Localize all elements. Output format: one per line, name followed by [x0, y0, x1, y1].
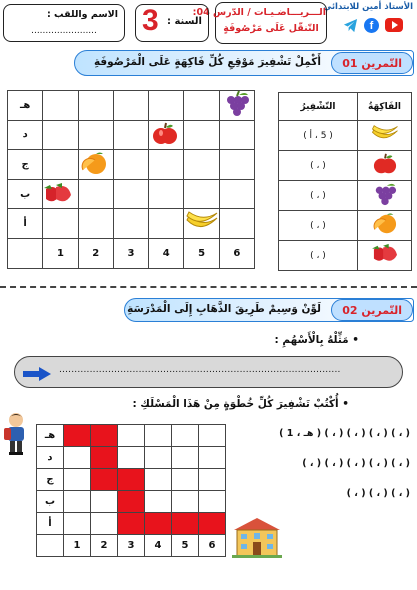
row-label: أ — [37, 513, 64, 535]
column-label: 6 — [219, 238, 254, 268]
grid-cell[interactable] — [113, 179, 148, 209]
section-divider — [0, 286, 417, 288]
banana-icon — [185, 210, 219, 238]
grid-cell[interactable] — [149, 91, 184, 121]
code-cell[interactable]: ( ، ) — [279, 241, 358, 271]
grid-cell[interactable] — [184, 91, 219, 121]
grid-cell[interactable] — [91, 491, 118, 513]
grid-cell[interactable] — [149, 150, 184, 180]
column-label: 6 — [199, 535, 226, 557]
column-label: 5 — [172, 535, 199, 557]
column-label: 3 — [118, 535, 145, 557]
header — [0, 0, 417, 50]
grid-cell[interactable] — [64, 513, 91, 535]
grid-cell[interactable] — [64, 425, 91, 447]
grid-cell[interactable] — [43, 209, 78, 239]
row-label: د — [8, 120, 43, 150]
orange-icon — [358, 211, 412, 241]
apple-icon — [358, 151, 412, 181]
code-cell[interactable]: ( ، ) — [279, 211, 358, 241]
exercise1-instruction: أَكْمِلْ تَشْفِيرَ مَوْقِعِ كُلِّ فَاكِهَةٍ عَلَى الْمَرْصُوفَةِ — [93, 56, 321, 68]
grid-cell[interactable] — [172, 425, 199, 447]
grid-cell[interactable] — [199, 491, 226, 513]
grid-cell[interactable] — [172, 469, 199, 491]
grid-cell[interactable] — [199, 447, 226, 469]
grid-cell[interactable] — [118, 447, 145, 469]
lesson-title-box — [192, 2, 327, 44]
grid-cell[interactable] — [64, 469, 91, 491]
grid-cell[interactable] — [149, 209, 184, 239]
grid-cell[interactable] — [43, 120, 78, 150]
row-label: ب — [37, 491, 64, 513]
grid-cell[interactable] — [184, 179, 219, 209]
grid-cell[interactable] — [145, 491, 172, 513]
lesson-subtitle: التّنقّل عَلَى مَرْصُوفَةٍ — [223, 23, 319, 34]
grid-cell[interactable] — [91, 469, 118, 491]
grid-cell[interactable] — [43, 150, 78, 180]
row-label: د — [37, 447, 64, 469]
grid-cell[interactable] — [219, 179, 254, 209]
exercise2-badge: التّمرين 02 — [331, 299, 413, 321]
row-label: ب — [8, 179, 43, 209]
name-label: الاسم واللقب : — [46, 9, 118, 20]
year-box — [135, 4, 209, 42]
column-label: 1 — [43, 238, 78, 268]
question-2: • أُكْتُبْ تَشْفِيرَ كُلِّ خُطْوَةٍ مِنْ هَذَا الْمَسْلَكِ : — [132, 398, 349, 410]
grid-cell[interactable] — [199, 513, 226, 535]
grid-cell[interactable] — [78, 179, 113, 209]
grid-cell[interactable] — [118, 513, 145, 535]
grid-cell[interactable] — [172, 491, 199, 513]
grid-cell[interactable] — [113, 120, 148, 150]
row-label: ج — [37, 469, 64, 491]
column-label: 5 — [184, 238, 219, 268]
column-label: 3 — [113, 238, 148, 268]
grid-cell[interactable] — [145, 447, 172, 469]
column-label: 4 — [149, 238, 184, 268]
grid-cell[interactable] — [219, 120, 254, 150]
code-answers — [232, 426, 416, 516]
grid-cell[interactable] — [219, 209, 254, 239]
grid-cell[interactable] — [113, 91, 148, 121]
arrow-right-icon — [23, 366, 51, 385]
code-cell[interactable]: ( ، ) — [279, 151, 358, 181]
name-box — [3, 4, 125, 42]
code-cell[interactable]: ( 5 ، أ ) — [279, 121, 358, 151]
grid-cell[interactable] — [184, 150, 219, 180]
teacher-block — [323, 2, 413, 48]
code-line[interactable]: ( ، ) ( ، ) ( ، ) — [346, 488, 410, 499]
question-1: • مَثِّلْهُ بِالْأَسْهُمِ : — [274, 334, 359, 346]
grid-cell[interactable] — [113, 209, 148, 239]
year-value: 3 — [142, 4, 159, 37]
column-label: 4 — [145, 535, 172, 557]
grid-cell[interactable] — [64, 447, 91, 469]
grid-cell[interactable] — [91, 513, 118, 535]
grid-cell[interactable] — [219, 150, 254, 180]
grid-cell[interactable] — [145, 513, 172, 535]
row-label: هـ — [37, 425, 64, 447]
grid-cell[interactable] — [118, 469, 145, 491]
grapes-icon — [223, 91, 251, 121]
youtube-icon — [385, 18, 403, 32]
grapes-icon — [358, 181, 412, 211]
column-label: 1 — [64, 535, 91, 557]
grid-cell[interactable] — [145, 425, 172, 447]
lesson-title: الـــريـــاضـيـات / الدّرس 04: — [192, 7, 326, 18]
grid-cell[interactable] — [172, 447, 199, 469]
grid-cell[interactable] — [91, 447, 118, 469]
exercise1-grid — [7, 90, 255, 269]
year-label: السنة : — [167, 16, 202, 27]
exercise2-instruction: لَوِّنْ وَسِيمْ طَرِيقَ الذَّهَابِ إِلَى الْمَدْرَسَةِ — [127, 303, 321, 315]
strawberry-icon — [358, 241, 412, 271]
grid-cell[interactable] — [78, 91, 113, 121]
grid-cell[interactable] — [184, 120, 219, 150]
grid-cell[interactable] — [172, 513, 199, 535]
row-label: هـ — [8, 91, 43, 121]
school-icon — [232, 516, 282, 562]
grid-cell[interactable] — [91, 425, 118, 447]
grid-cell[interactable] — [149, 179, 184, 209]
code-column-header: التّشْفِيرُ — [279, 93, 358, 121]
fruit-column-header: الفَاكِهَةُ — [358, 93, 412, 121]
grid-cell[interactable] — [113, 150, 148, 180]
teacher-name: الأستاذ أمين للابتدائي — [323, 2, 413, 12]
grid-cell[interactable] — [64, 491, 91, 513]
arrow-answer-dots: ............................................................................................ — [59, 365, 341, 375]
fruit-code-table — [278, 92, 412, 271]
grid-corner — [37, 535, 64, 557]
exercise2-grid — [36, 424, 226, 557]
exercise1-badge: التّمرين 01 — [331, 52, 413, 74]
exercise2-banner — [124, 298, 414, 322]
arrow-answer-bar[interactable] — [14, 356, 403, 388]
apple-icon — [152, 121, 178, 151]
grid-cell[interactable] — [118, 491, 145, 513]
column-label: 2 — [91, 535, 118, 557]
grid-corner — [8, 238, 43, 268]
code-cell[interactable]: ( ، ) — [279, 181, 358, 211]
code-line[interactable]: ( ، ) ( ، ) ( ، ) ( ، ) ( هـ ، 1 ) — [279, 428, 410, 439]
banana-icon — [358, 121, 412, 151]
telegram-icon — [343, 18, 358, 33]
row-label: ج — [8, 150, 43, 180]
grid-cell[interactable] — [145, 469, 172, 491]
grid-cell[interactable] — [78, 120, 113, 150]
grid-cell[interactable] — [78, 209, 113, 239]
grid-cell[interactable] — [118, 425, 145, 447]
exercise1-banner — [74, 50, 414, 76]
row-label: أ — [8, 209, 43, 239]
grid-cell[interactable] — [43, 91, 78, 121]
facebook-icon: f — [364, 18, 379, 33]
grid-cell[interactable] — [199, 469, 226, 491]
grid-cell[interactable] — [199, 425, 226, 447]
orange-icon — [80, 151, 108, 181]
name-field[interactable]: ....................... — [31, 26, 97, 36]
code-line[interactable]: ( ، ) ( ، ) ( ، ) ( ، ) ( ، ) — [302, 458, 410, 469]
student-icon — [2, 412, 30, 460]
strawberry-icon — [42, 181, 74, 211]
column-label: 2 — [78, 238, 113, 268]
